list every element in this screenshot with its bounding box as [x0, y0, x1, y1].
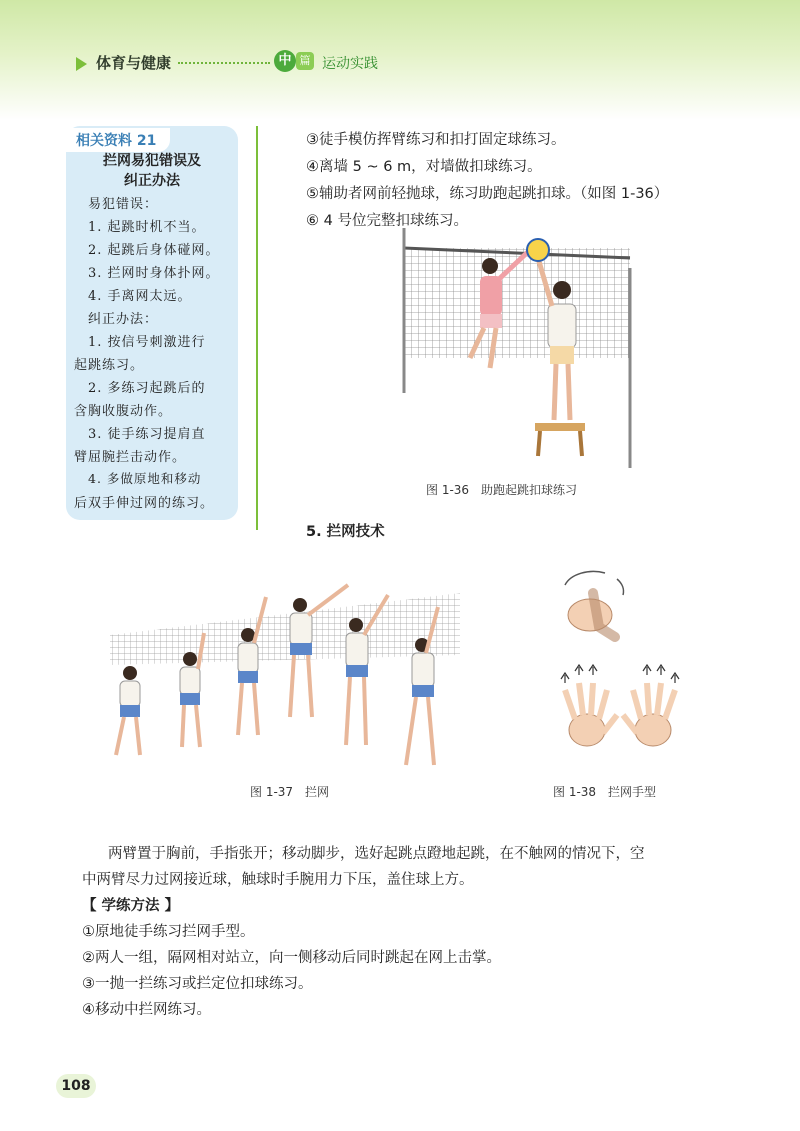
hand-right: [623, 683, 675, 746]
list-item: ③徒手模仿挥臂练习和扣打固定球练习。: [306, 132, 566, 148]
part-badge-suffix: 篇: [296, 52, 314, 70]
list-item: ⑤辅助者网前轻抛球，练习助跑起跳扣球。（如图 1-36）: [306, 186, 669, 202]
list-item: ④离墙 5 ~ 6 m，对墙做扣球练习。: [306, 159, 542, 175]
body-paragraph-line: 中两臂尽力过网接近球，触球时手腕用力下压，盖住球上方。: [82, 872, 474, 888]
sidebar-line: 起跳练习。: [74, 358, 145, 373]
column-divider: [256, 126, 258, 530]
sidebar-title-line2: 纠正办法: [124, 173, 180, 189]
hand-left: [565, 683, 617, 746]
practice-heading: 【 学练方法 】: [82, 898, 180, 914]
block-sequence-illustration: [100, 575, 480, 775]
sidebar-line: 后双手伸过网的练习。: [74, 496, 215, 511]
sidebar-tag: 相关资料 21: [76, 133, 157, 149]
list-item: ⑥ 4 号位完整扣球练习。: [306, 213, 468, 229]
sidebar-line: 2. 多练习起跳后的: [88, 381, 206, 396]
blocker-figure: [238, 597, 266, 735]
sidebar-line: 4. 多做原地和移动: [88, 471, 202, 486]
spiker-head: [482, 258, 498, 274]
book-title: 体育与健康: [96, 54, 172, 72]
net: [110, 593, 460, 665]
motion-arrow-icon: [617, 579, 623, 595]
block-hand-shape-illustration: [545, 565, 695, 770]
section-title: 运动实践: [322, 56, 378, 72]
blocker-figure: [116, 666, 140, 755]
sidebar-line: 1. 起跳时机不当。: [88, 220, 206, 235]
practice-item: ①原地徒手练习拦网手型。: [82, 924, 255, 940]
part-badge: 中: [274, 50, 296, 72]
sidebar-line: 3. 拦网时身体扑网。: [88, 266, 220, 281]
sidebar-line: 臂屈腕拦击动作。: [74, 450, 187, 465]
header-dotted-line: [178, 62, 270, 64]
play-arrow-icon: [76, 57, 87, 71]
sidebar-line: 2. 起跳后身体碰网。: [88, 243, 220, 258]
section-heading: 5. 拦网技术: [306, 524, 385, 540]
helper-head: [553, 281, 571, 299]
sidebar-line: 含胸收腹动作。: [74, 404, 173, 419]
spike-practice-illustration: [390, 228, 640, 468]
sidebar-line: 1. 按信号刺激进行: [88, 335, 206, 350]
volleyball: [527, 239, 549, 261]
page-number: 108: [56, 1074, 96, 1098]
motion-arrow-icon: [565, 571, 605, 585]
practice-item: ②两人一组，隔网相对站立，向一侧移动后同时跳起在网上击掌。: [82, 950, 501, 966]
body-paragraph-line: 两臂置于胸前，手指张开；移动脚步，选好起跳点蹬地起跳，在不触网的情况下，空: [108, 846, 645, 862]
stool: [535, 423, 585, 431]
sidebar-line: 纠正办法：: [88, 312, 159, 327]
sidebar-line: 4. 手离网太远。: [88, 289, 192, 304]
sidebar-title-line1: 拦网易犯错误及: [103, 153, 201, 169]
figure-caption: 图 1-36 助跑起跳扣球练习: [426, 483, 578, 497]
practice-item: ③一抛一拦练习或拦定位扣球练习。: [82, 976, 313, 992]
figure-caption: 图 1-38 拦网手型: [553, 785, 657, 799]
practice-item: ④移动中拦网练习。: [82, 1002, 211, 1018]
sidebar-line: 易犯错误：: [88, 197, 159, 212]
figure-caption: 图 1-37 拦网: [250, 785, 330, 799]
sidebar-line: 3. 徒手练习提肩直: [88, 427, 206, 442]
